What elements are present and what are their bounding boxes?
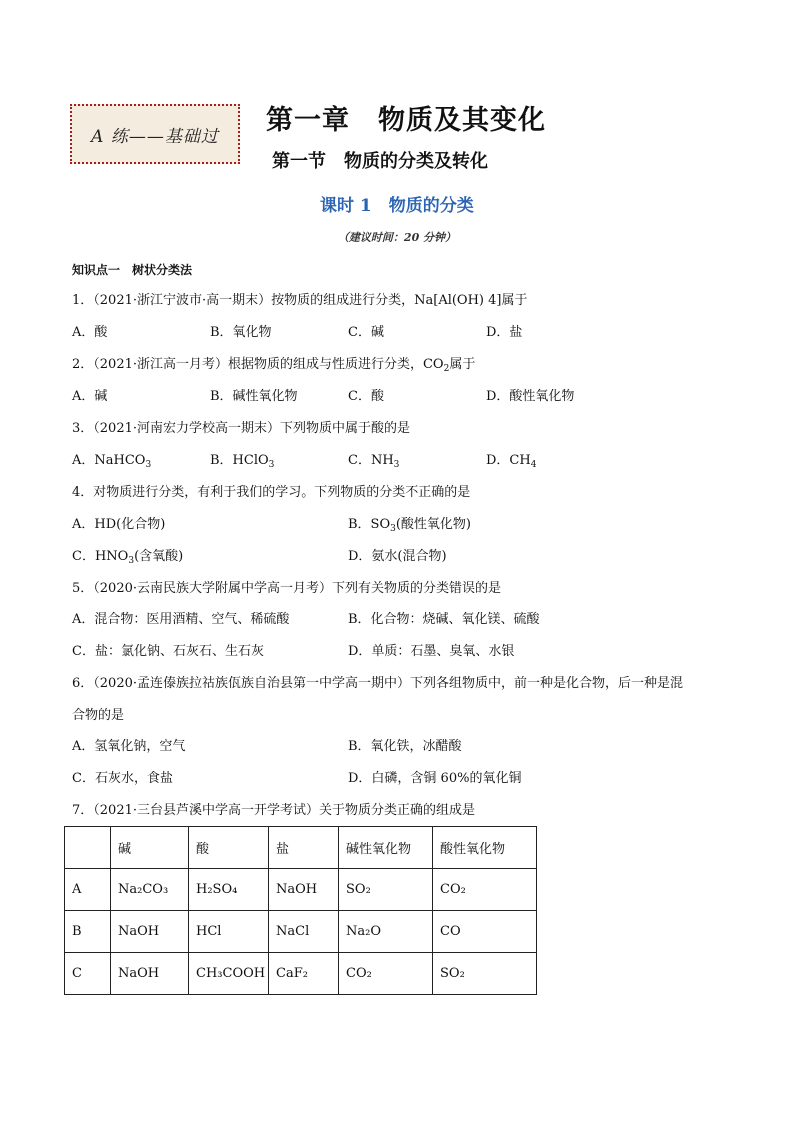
table-header-cell: 酸 <box>189 827 269 869</box>
question-1-stem: 1．（2021·浙江宁波市·高一期末）按物质的组成进行分类，Na[Al(OH) 4]属于 <box>72 293 528 308</box>
q4-option-b <box>348 517 472 534</box>
table-cell: HCl <box>189 911 269 953</box>
time-note: （建议时间：20 分钟） <box>337 231 457 244</box>
table-cell: Na₂O <box>339 911 433 953</box>
practice-badge <box>70 104 240 164</box>
q2-option-c: C．酸 <box>348 389 384 404</box>
table-header-cell: 酸性氧化物 <box>433 827 537 869</box>
table-cell: CO₂ <box>433 869 537 911</box>
q2-option-a: A．碱 <box>72 389 108 404</box>
chapter-title: 第一章 物质及其变化 <box>266 105 546 136</box>
q5-option-b: B．化合物：烧碱、氧化镁、硫酸 <box>348 612 540 627</box>
q3-a-text: A．NaHCO <box>72 453 146 468</box>
question-6-stem-line-1: 6．（2020·孟连傣族拉祜族佤族自治县第一中学高一期中）下列各组物质中，前一种是化合物，后一种是混 <box>72 676 683 691</box>
table-header-cell <box>65 827 111 869</box>
knowledge-point-heading: 知识点一 树状分类法 <box>72 263 193 277</box>
q4-c-post: (含氧酸) <box>134 549 184 564</box>
table-cell: CO₂ <box>339 953 433 995</box>
q2-stem-pre: 2．（2021·浙江高一月考）根据物质的组成与性质进行分类，CO <box>72 357 444 372</box>
q3-c-sub: 3 <box>393 460 400 470</box>
q4-option-d: D．氨水(混合物) <box>348 549 447 564</box>
question-2-stem <box>72 357 476 374</box>
table-cell: NaOH <box>111 953 189 995</box>
table-row <box>65 869 537 911</box>
q1-option-c: C．碱 <box>348 325 384 340</box>
badge-text: A 练——基础过 <box>91 126 219 147</box>
classification-table <box>64 826 537 995</box>
table-cell: SO₂ <box>433 953 537 995</box>
q4-c-sub: 3 <box>128 556 135 566</box>
q6-option-a: A．氢氧化钠，空气 <box>72 739 186 754</box>
q4-option-c <box>72 549 184 566</box>
question-6-stem-line-2: 合物的是 <box>72 708 125 723</box>
q2-option-d: D．酸性氧化物 <box>486 389 575 404</box>
table-cell: Na₂CO₃ <box>111 869 189 911</box>
q5-option-a: A．混合物：医用酒精、空气、稀硫酸 <box>72 612 290 627</box>
table-cell: NaOH <box>269 869 339 911</box>
q3-option-c <box>348 453 400 470</box>
q6-option-b: B．氧化铁，冰醋酸 <box>348 739 462 754</box>
question-7-stem: 7．（2021·三台县芦溪中学高一开学考试）关于物质分类正确的组成是 <box>72 803 475 818</box>
table-cell: SO₂ <box>339 869 433 911</box>
q4-b-post: (酸性氧化物) <box>395 517 472 532</box>
q3-b-sub: 3 <box>268 460 275 470</box>
q6-option-d: D．白磷，含铜 60%的氧化铜 <box>348 771 522 786</box>
q5-option-c: C．盐：氯化钠、石灰石、生石灰 <box>72 644 264 659</box>
table-header-cell: 盐 <box>269 827 339 869</box>
table-cell: C <box>65 953 111 995</box>
table-header-cell: 碱性氧化物 <box>339 827 433 869</box>
table-cell: A <box>65 869 111 911</box>
table-cell: H₂SO₄ <box>189 869 269 911</box>
q6-option-c: C．石灰水，食盐 <box>72 771 173 786</box>
table-cell: CaF₂ <box>269 953 339 995</box>
q1-option-b: B．氧化物 <box>210 325 272 340</box>
table-row <box>65 911 537 953</box>
q4-b-sub: 3 <box>390 524 396 534</box>
q3-option-b <box>210 453 275 470</box>
q3-b-text: B．HClO <box>210 453 269 468</box>
q1-option-a: A．酸 <box>72 325 108 340</box>
q3-d-text: D．CH <box>486 453 531 468</box>
table-cell: B <box>65 911 111 953</box>
q4-option-a: A．HD(化合物) <box>72 517 166 532</box>
q2-stem-post: 属于 <box>449 357 476 372</box>
q3-a-sub: 3 <box>145 460 152 470</box>
q2-option-b: B．碱性氧化物 <box>210 389 298 404</box>
table-row <box>65 953 537 995</box>
question-5-stem: 5．（2020·云南民族大学附属中学高一月考）下列有关物质的分类错误的是 <box>72 581 501 596</box>
lesson-title: 课时 1 物质的分类 <box>320 196 474 216</box>
table-cell: NaCl <box>269 911 339 953</box>
q3-option-d <box>486 453 537 470</box>
q3-d-sub: 4 <box>530 460 537 470</box>
table-header-cell: 碱 <box>111 827 189 869</box>
q3-option-a <box>72 453 152 470</box>
section-title: 第一节 物质的分类及转化 <box>272 151 488 172</box>
q2-stem-sub: 2 <box>443 364 450 374</box>
question-3-stem: 3．（2021·河南宏力学校高一期末）下列物质中属于酸的是 <box>72 421 410 436</box>
table-cell: CH₃COOH <box>189 953 269 995</box>
q1-option-d: D．盐 <box>486 325 523 340</box>
q3-c-text: C．NH <box>348 453 394 468</box>
q5-option-d: D．单质：石墨、臭氧、水银 <box>348 644 515 659</box>
question-4-stem: 4．对物质进行分类，有利于我们的学习。下列物质的分类不正确的是 <box>72 485 471 500</box>
table-header-row <box>65 827 537 869</box>
table-cell: NaOH <box>111 911 189 953</box>
q4-c-pre: C．HNO <box>72 549 129 564</box>
q4-b-pre: B．SO <box>348 517 391 532</box>
table-cell: CO <box>433 911 537 953</box>
